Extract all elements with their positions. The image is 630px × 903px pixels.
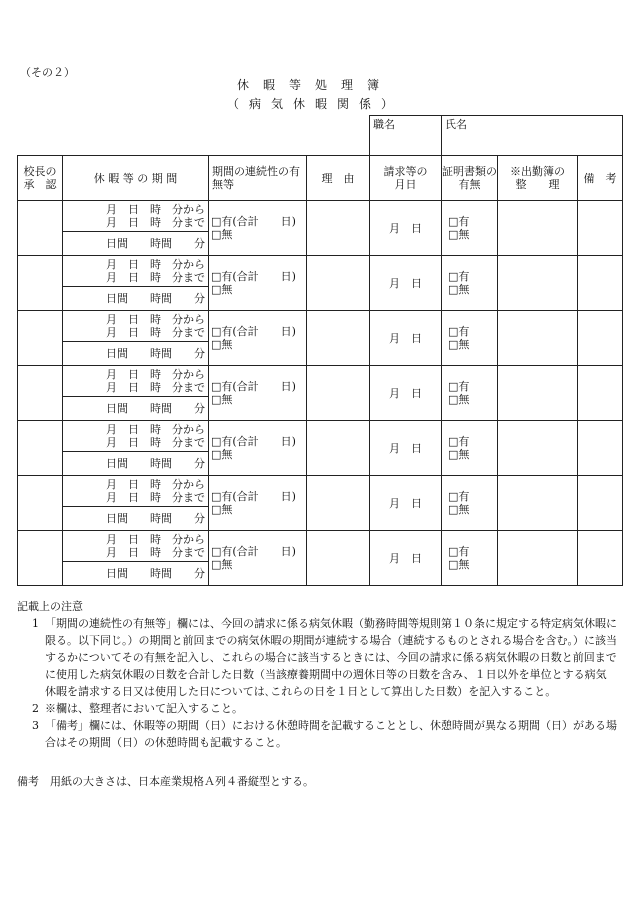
period-from: 月 日 時 分から <box>106 478 205 491</box>
continuity-cell[interactable] <box>209 476 307 531</box>
continuity-cell[interactable] <box>209 256 307 311</box>
certificate-yes-option[interactable]: □有 <box>448 490 470 503</box>
request-date-cell[interactable]: 月 日 <box>370 201 442 256</box>
period-to: 月 日 時 分まで <box>106 546 205 559</box>
continuity-yes-option[interactable]: □有(合計 日) <box>211 545 296 558</box>
continuity-no-option[interactable]: □無 <box>211 338 233 351</box>
continuity-cell[interactable] <box>209 201 307 256</box>
continuity-yes-option[interactable]: □有(合計 日) <box>211 490 296 503</box>
note-number: 1 <box>32 617 39 630</box>
note-item-3 <box>17 717 617 751</box>
period-from: 月 日 時 分から <box>106 368 205 381</box>
period-duration-cell[interactable]: 日間 時間 分 <box>63 452 209 476</box>
period-from: 月 日 時 分から <box>106 423 205 436</box>
position-cell[interactable] <box>370 116 442 156</box>
period-to: 月 日 時 分まで <box>106 381 205 394</box>
period-to: 月 日 時 分まで <box>106 216 205 229</box>
note-text: ※欄は、整理者において記入すること。 <box>45 702 243 715</box>
attendance-cell[interactable] <box>498 201 578 256</box>
period-range-cell[interactable] <box>63 256 209 287</box>
period-range-cell[interactable] <box>63 201 209 232</box>
attendance-cell[interactable] <box>498 421 578 476</box>
period-to: 月 日 時 分まで <box>106 491 205 504</box>
col-reason: 理 由 <box>307 156 370 201</box>
continuity-yes-option[interactable]: □有(合計 日) <box>211 380 296 393</box>
position-label: 職名 <box>373 118 395 131</box>
attendance-cell[interactable] <box>498 476 578 531</box>
request-date-cell[interactable]: 月 日 <box>370 366 442 421</box>
period-duration-cell[interactable]: 日間 時間 分 <box>63 287 209 311</box>
continuity-no-option[interactable]: □無 <box>211 503 233 516</box>
continuity-cell[interactable] <box>209 311 307 366</box>
certificate-cell[interactable] <box>442 256 498 311</box>
principal-approval-cell[interactable] <box>18 476 63 531</box>
record-row <box>18 256 623 287</box>
principal-approval-cell[interactable] <box>18 311 63 366</box>
col-continuity: 期間の連続性の有無等 <box>209 156 307 201</box>
reason-cell[interactable] <box>307 201 370 256</box>
period-duration-cell[interactable]: 日間 時間 分 <box>63 232 209 256</box>
period-range-cell[interactable] <box>63 421 209 452</box>
reason-cell[interactable] <box>307 476 370 531</box>
period-to: 月 日 時 分まで <box>106 326 205 339</box>
certificate-no-option[interactable]: □無 <box>448 393 470 406</box>
attendance-cell[interactable] <box>498 366 578 421</box>
continuity-cell[interactable] <box>209 531 307 586</box>
period-range-cell[interactable] <box>63 476 209 507</box>
continuity-yes-option[interactable]: □有(合計 日) <box>211 215 296 228</box>
notes-section <box>17 598 617 751</box>
continuity-no-option[interactable]: □無 <box>211 283 233 296</box>
attendance-cell[interactable] <box>498 531 578 586</box>
reason-cell[interactable] <box>307 256 370 311</box>
col-certificate: 証明書類の有無 <box>442 156 498 201</box>
period-from: 月 日 時 分から <box>106 533 205 546</box>
principal-approval-cell[interactable] <box>18 256 63 311</box>
continuity-no-option[interactable]: □無 <box>211 393 233 406</box>
period-duration-cell[interactable]: 日間 時間 分 <box>63 562 209 586</box>
request-date-cell[interactable]: 月 日 <box>370 531 442 586</box>
continuity-yes-option[interactable]: □有(合計 日) <box>211 270 296 283</box>
certificate-cell[interactable] <box>442 201 498 256</box>
attendance-cell[interactable] <box>498 311 578 366</box>
record-row <box>18 311 623 342</box>
request-date-cell[interactable]: 月 日 <box>370 256 442 311</box>
notes-heading: 記載上の注意 <box>17 600 83 613</box>
record-row <box>18 366 623 397</box>
record-row <box>18 421 623 452</box>
paper-size-remark: 備考 用紙の大きさは、日本産業規格Ａ列４番縦型とする。 <box>17 775 314 788</box>
period-to: 月 日 時 分まで <box>106 436 205 449</box>
certificate-cell[interactable] <box>442 311 498 366</box>
request-date-cell[interactable]: 月 日 <box>370 476 442 531</box>
leave-record-table <box>17 115 623 586</box>
certificate-no-option[interactable]: □無 <box>448 283 470 296</box>
period-range-cell[interactable] <box>63 531 209 562</box>
record-row <box>18 201 623 232</box>
record-row <box>18 476 623 507</box>
certificate-no-option[interactable]: □無 <box>448 338 470 351</box>
continuity-no-option[interactable]: □無 <box>211 558 233 571</box>
certificate-no-option[interactable]: □無 <box>448 228 470 241</box>
remarks-cell[interactable] <box>578 531 623 586</box>
header-top-row <box>18 116 623 156</box>
period-duration-cell[interactable]: 日間 時間 分 <box>63 397 209 421</box>
attendance-cell[interactable] <box>498 256 578 311</box>
principal-approval-cell[interactable] <box>18 201 63 256</box>
certificate-yes-option[interactable]: □有 <box>448 380 470 393</box>
continuity-cell[interactable] <box>209 421 307 476</box>
note-text: 「備考」欄には、休暇等の期間（日）における休憩時間を記載することとし、休憩時間が異なる期間（日）がある場合はその期間（日）の休憩時間も記載すること。 <box>45 719 617 749</box>
continuity-no-option[interactable]: □無 <box>211 228 233 241</box>
remarks-cell[interactable] <box>578 366 623 421</box>
col-request-date: 請求等の月日 <box>370 156 442 201</box>
principal-approval-cell[interactable] <box>18 366 63 421</box>
request-date-cell[interactable]: 月 日 <box>370 421 442 476</box>
period-from: 月 日 時 分から <box>106 313 205 326</box>
remarks-cell[interactable] <box>578 256 623 311</box>
certificate-cell[interactable] <box>442 476 498 531</box>
remarks-cell[interactable] <box>578 421 623 476</box>
name-label: 氏名 <box>445 118 467 131</box>
form-title: 休暇等処理簿 <box>236 78 393 92</box>
certificate-no-option[interactable]: □無 <box>448 558 470 571</box>
reason-cell[interactable] <box>307 531 370 586</box>
certificate-yes-option[interactable]: □有 <box>448 270 470 283</box>
header-blank <box>18 116 370 156</box>
period-range-cell[interactable] <box>63 311 209 342</box>
request-date-cell[interactable]: 月 日 <box>370 311 442 366</box>
certificate-yes-option[interactable]: □有 <box>448 435 470 448</box>
note-text: 「期間の連続性の有無等」欄には、今回の請求に係る病気休暇（勤務時間等規則第１０条に規定する特定病気休暇に限る。以下同じ。）の期間と前回までの病気休暇の期間が連続する場合（連続するものとされる場合を含む。）に該当するかについてその有無を記入し、これらの場合に該当するときには、今回の請求に係る病気休暇の日数と前回までに使用した病気休暇の日数を合計した日数（当該療養期間中の週休日等の日数を含み、１日以外を単位とする病気休暇を請求する日又は使用した日については､これらの日を１日として算出した日数）を記入すること。 <box>45 617 617 698</box>
col-remarks: 備 考 <box>578 156 623 201</box>
col-principal-approval: 校長の承 認 <box>18 156 63 201</box>
certificate-yes-option[interactable]: □有 <box>448 215 470 228</box>
certificate-cell[interactable] <box>442 366 498 421</box>
period-from: 月 日 時 分から <box>106 203 205 216</box>
reason-cell[interactable] <box>307 311 370 366</box>
record-row <box>18 531 623 562</box>
page-label: （その２） <box>20 66 75 79</box>
principal-approval-cell[interactable] <box>18 531 63 586</box>
certificate-yes-option[interactable]: □有 <box>448 545 470 558</box>
reason-cell[interactable] <box>307 366 370 421</box>
period-range-cell[interactable] <box>63 366 209 397</box>
note-number: 3 <box>32 719 39 732</box>
name-cell[interactable] <box>442 116 623 156</box>
remarks-cell[interactable] <box>578 311 623 366</box>
period-duration-cell[interactable]: 日間 時間 分 <box>63 507 209 531</box>
reason-cell[interactable] <box>307 421 370 476</box>
certificate-cell[interactable] <box>442 421 498 476</box>
continuity-yes-option[interactable]: □有(合計 日) <box>211 325 296 338</box>
certificate-no-option[interactable]: □無 <box>448 503 470 516</box>
remarks-cell[interactable] <box>578 476 623 531</box>
certificate-cell[interactable] <box>442 531 498 586</box>
col-attendance: ※出勤簿の整 理 <box>498 156 578 201</box>
col-leave-period: 休 暇 等 の 期 間 <box>63 156 209 201</box>
principal-approval-cell[interactable] <box>18 421 63 476</box>
certificate-yes-option[interactable]: □有 <box>448 325 470 338</box>
period-duration-cell[interactable]: 日間 時間 分 <box>63 342 209 366</box>
certificate-no-option[interactable]: □無 <box>448 448 470 461</box>
continuity-no-option[interactable]: □無 <box>211 448 233 461</box>
remarks-cell[interactable] <box>578 201 623 256</box>
period-to: 月 日 時 分まで <box>106 271 205 284</box>
form-subtitle: （病気休暇関係） <box>226 97 403 111</box>
header-row <box>18 156 623 201</box>
continuity-cell[interactable] <box>209 366 307 421</box>
note-item-2 <box>17 700 617 717</box>
note-item-1 <box>17 615 617 700</box>
period-from: 月 日 時 分から <box>106 258 205 271</box>
note-number: 2 <box>32 702 39 715</box>
continuity-yes-option[interactable]: □有(合計 日) <box>211 435 296 448</box>
